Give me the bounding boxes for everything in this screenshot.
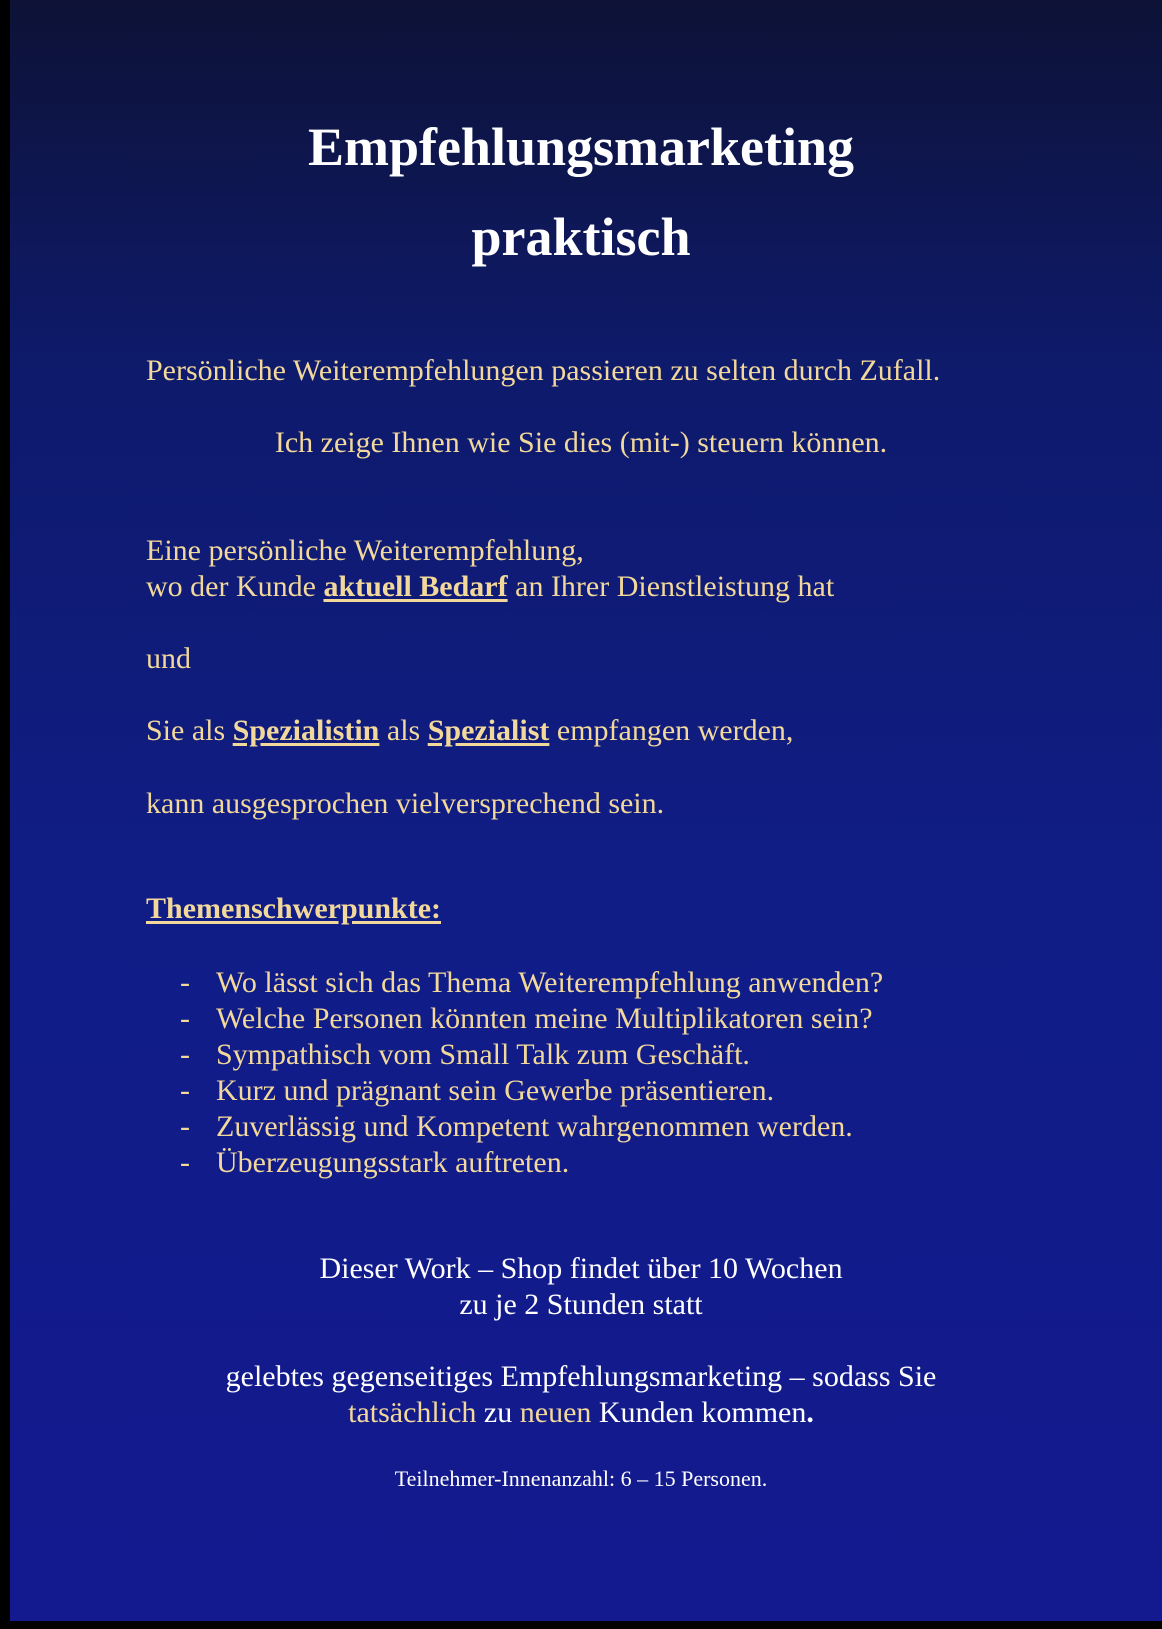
para1-line-2	[146, 572, 834, 602]
title-line-1: Empfehlungsmarketing	[307, 117, 855, 177]
intro-line-2: Ich zeige Ihnen wie Sie dies (mit-) steuern können.	[274, 426, 888, 459]
participants-note: Teilnehmer-Innenanzahl: 6 – 15 Personen.	[394, 1466, 768, 1491]
workshop-line-2: zu je 2 Stunden statt	[459, 1288, 703, 1321]
list-item: - Sympathisch vom Small Talk zum Geschäft.	[180, 1038, 750, 1071]
closing-period: .	[806, 1396, 814, 1429]
flyer-page	[10, 0, 1162, 1621]
list-bullet: -	[180, 1110, 190, 1143]
list-item: - Wo lässt sich das Thema Weiterempfehlung anwenden?	[180, 966, 884, 999]
closing-line-2: tatsächlich zu neuen Kunden kommen.	[348, 1396, 814, 1429]
list-bullet: -	[180, 1038, 190, 1071]
para1-line2-pre: wo der Kunde	[146, 570, 324, 603]
topics-heading-text: Themenschwerpunkte:	[146, 892, 442, 925]
und-line: und	[146, 642, 191, 675]
para2-line	[146, 716, 793, 746]
list-item: - Überzeugungsstark auftreten.	[180, 1146, 570, 1179]
topics-list	[180, 965, 883, 1181]
list-item: - Zuverlässig und Kompetent wahrgenommen werden.	[180, 1110, 853, 1143]
para3-line: kann ausgesprochen vielversprechend sein.	[146, 787, 665, 820]
list-bullet: -	[180, 1002, 190, 1035]
list-bullet: -	[180, 1074, 190, 1107]
para2-post: empfangen werden,	[549, 714, 794, 747]
emphasis-spezialist: Spezialist	[427, 714, 550, 747]
list-bullet: -	[180, 1146, 190, 1179]
list-item: - Kurz und prägnant sein Gewerbe präsentieren.	[180, 1074, 775, 1107]
emphasis-aktuell-bedarf: aktuell Bedarf	[323, 570, 508, 603]
topics-heading	[146, 894, 441, 924]
title-line-2: praktisch	[471, 207, 691, 267]
list-item: - Welche Personen könnten meine Multiplikatoren sein?	[180, 1002, 873, 1035]
workshop-line-1: Dieser Work – Shop findet über 10 Wochen	[319, 1252, 843, 1285]
intro-line-1: Persönliche Weiterempfehlungen passieren zu selten durch Zufall.	[146, 354, 941, 387]
para1-line2-post: an Ihrer Dienstleistung hat	[507, 570, 835, 603]
emphasis-spezialistin: Spezialistin	[232, 714, 380, 747]
closing-word-neuen: neuen	[519, 1396, 592, 1429]
closing-line-1: gelebtes gegenseitiges Empfehlungsmarketing – sodass Sie	[225, 1360, 937, 1393]
closing-word-tatsaechlich: tatsächlich	[348, 1396, 477, 1429]
para2-mid: als	[379, 714, 428, 747]
para2-pre: Sie als	[146, 714, 233, 747]
para1-line-1: Eine persönliche Weiterempfehlung,	[146, 534, 584, 567]
list-bullet: -	[180, 966, 190, 999]
